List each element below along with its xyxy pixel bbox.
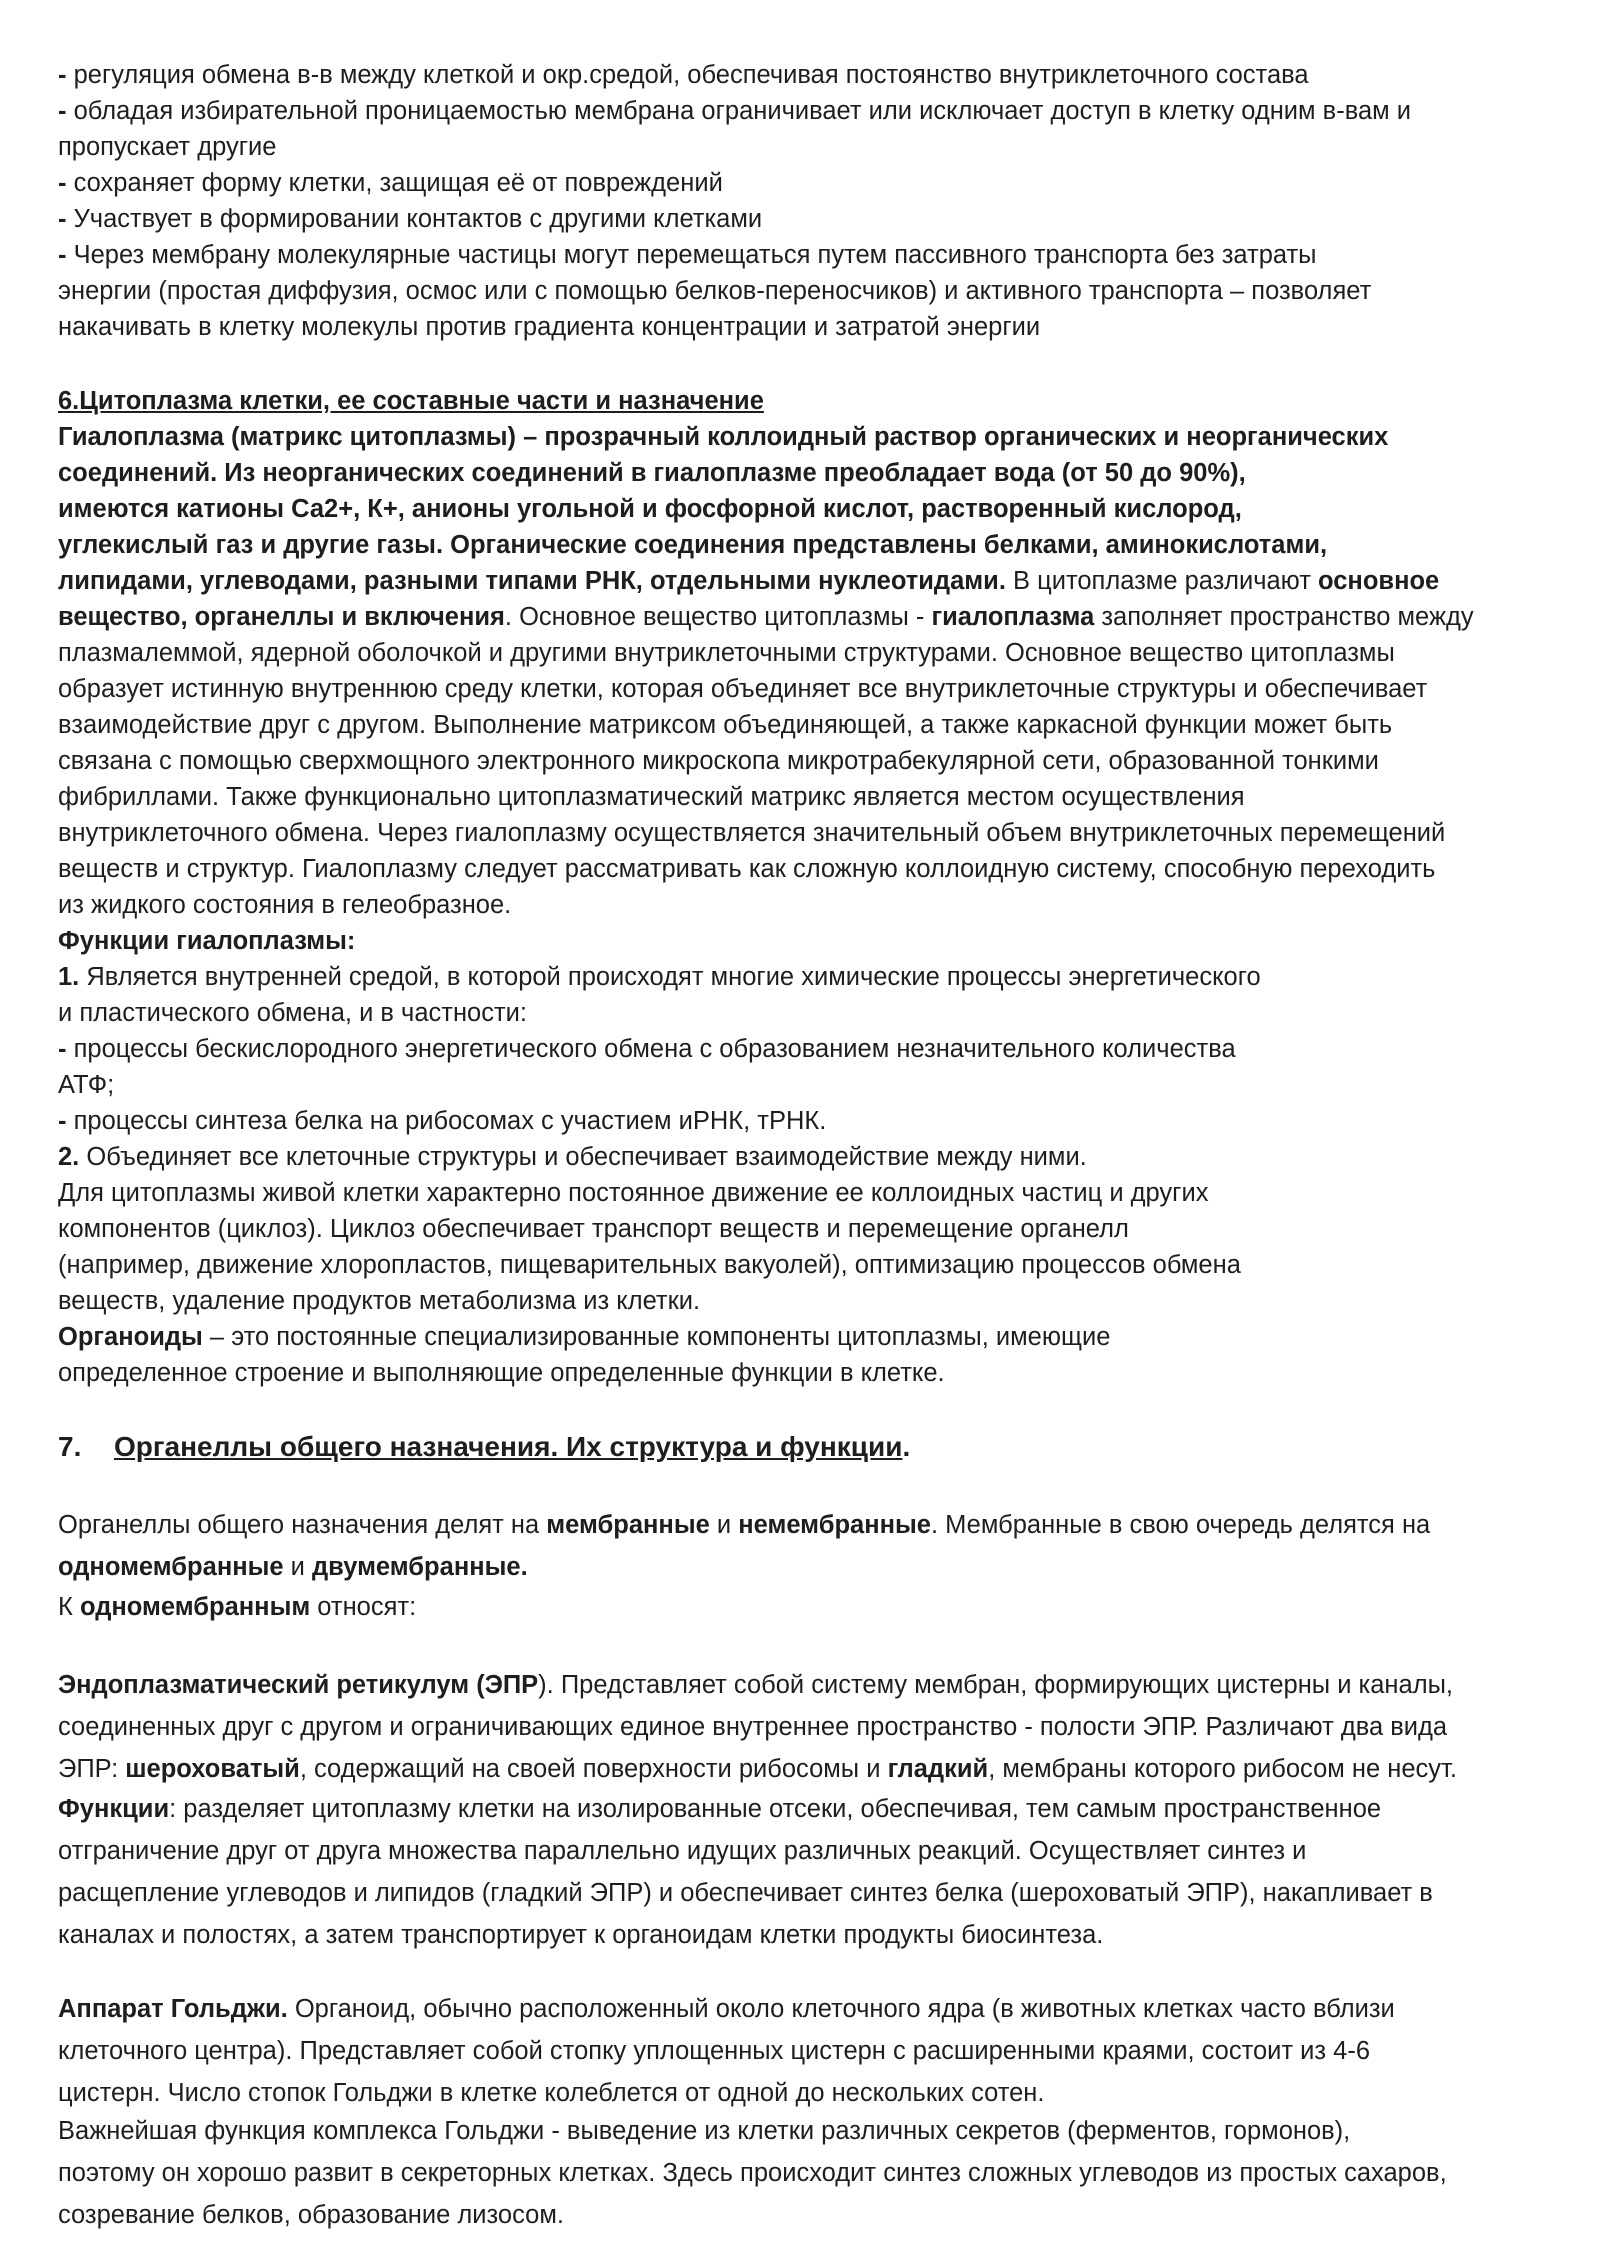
text-line xyxy=(58,1992,1395,2028)
body-text: Для цитоплазмы живой клетки характерно постоянное движение ее коллоидных частиц и других xyxy=(58,1179,1209,1207)
body-text: АТФ; xyxy=(58,1071,115,1099)
body-text: ЭПР: xyxy=(58,1755,126,1783)
bold-text: одномембранным xyxy=(79,1593,311,1621)
bold-text: мембранные xyxy=(546,1511,710,1539)
body-text: соединенных друг с другом и ограничивающих единое внутреннее пространство - полости ЭПР. Различают два вида xyxy=(58,1713,1448,1741)
text-line xyxy=(58,238,1317,274)
text-line xyxy=(58,1032,1236,1068)
body-text: и xyxy=(283,1553,312,1581)
body-text: каналах и полостях, а затем транспортирует к органоидам клетки продукты биосинтеза. xyxy=(58,1921,1104,1949)
body-text: сохраняет форму клетки, защищая её от повреждений xyxy=(73,169,723,197)
body-text: накачивать в клетку молекулы против градиента концентрации и затратой энергии xyxy=(58,313,1041,341)
text-line xyxy=(58,924,355,960)
text-line xyxy=(58,130,276,166)
text-line xyxy=(58,636,1395,672)
bold-text: шероховатый xyxy=(125,1755,300,1783)
bold-text: Органоиды xyxy=(58,1323,203,1351)
body-text: цистерн. Число стопок Гольджи в клетке колеблется от одной до нескольких сотен. xyxy=(58,2079,1045,2107)
body-text: и xyxy=(709,1511,739,1539)
text-line xyxy=(58,1104,826,1140)
bold-text: - xyxy=(58,1107,74,1135)
body-text: Участвует в формировании контактов с другими клетками xyxy=(73,205,763,233)
body-text: заполняет пространство между xyxy=(1094,603,1474,631)
body-text: Объединяет все клеточные структуры и обеспечивает взаимодействие между ними. xyxy=(79,1143,1087,1171)
body-text: Через мембрану молекулярные частицы могут перемещаться путем пассивного транспорта без затраты xyxy=(73,241,1317,269)
text-line xyxy=(58,1876,1433,1912)
text-line xyxy=(58,2034,1370,2070)
body-text: веществ, удаление продуктов метаболизма из клетки. xyxy=(58,1287,701,1315)
text-line xyxy=(58,1356,945,1392)
bold-text: немембранные xyxy=(738,1511,931,1539)
body-text: поэтому он хорошо развит в секреторных клетках. Здесь происходит синтез сложных углеводов из простых сахаров, xyxy=(58,2159,1447,2187)
body-text: . Мембранные в свою очередь делятся на xyxy=(930,1511,1431,1539)
bold-text: Гиалоплазма (матрикс цитоплазмы) – прозрачный коллоидный раствор органических и неорганических xyxy=(58,423,1389,451)
text-line xyxy=(58,1284,700,1320)
bold-text: гиалоплазма xyxy=(931,603,1095,631)
text-line xyxy=(58,1550,528,1586)
bold-text: - xyxy=(58,61,74,89)
body-text: – это постоянные специализированные компоненты цитоплазмы, имеющие xyxy=(202,1323,1111,1351)
text-line xyxy=(58,888,511,924)
bold-text: одномембранные xyxy=(58,1553,284,1581)
body-text: процессы бескислородного энергетического обмена с образованием незначительного количества xyxy=(73,1035,1236,1063)
body-text: связана с помощью сверхмощного электронного микроскопа микротрабекулярной сети, образованной тонкими xyxy=(58,747,1379,775)
body-text: Важнейшая функция комплекса Гольджи - выведение из клетки различных секретов (ферментов, гормонов), xyxy=(58,2117,1351,2145)
body-text: : разделяет цитоплазму клетки на изолированные отсеки, обеспечивая, тем самым пространственное xyxy=(169,1795,1382,1823)
bold-text: - xyxy=(58,1035,74,1063)
body-text: внутриклеточного обмена. Через гиалоплазму осуществляется значительный объем внутриклеточных перемещений xyxy=(58,819,1446,847)
text-line xyxy=(58,2114,1350,2150)
section-number: 7. xyxy=(58,1431,82,1462)
heading-trailing-punctuation: . xyxy=(902,1431,911,1462)
text-line xyxy=(58,274,1371,310)
bold-text: Органеллы общего назначения. Их структура и функции xyxy=(114,1431,903,1462)
text-line xyxy=(58,456,1246,492)
body-text: Органоид, обычно расположенный около клеточного ядра (в животных клетках часто вблизи xyxy=(287,1995,1395,2023)
body-text: образует истинную внутреннюю среду клетки, которая объединяет все внутриклеточные структуры и обеспечивает xyxy=(58,675,1428,703)
text-line xyxy=(58,2156,1447,2192)
body-text: (например, движение хлоропластов, пищеварительных вакуолей), оптимизацию процессов обмена xyxy=(58,1251,1241,1279)
bold-text: - xyxy=(58,169,74,197)
body-text: отграничение друг от друга множества параллельно идущих различных реакций. Осуществляет синтез и xyxy=(58,1837,1307,1865)
text-line xyxy=(58,2076,1044,2112)
body-text: процессы синтеза белка на рибосомах с участием иРНК, тРНК. xyxy=(73,1107,827,1135)
body-text: расщепление углеводов и липидов (гладкий ЭПР) и обеспечивает синтез белка (шероховатый ЭПР), накапливает в xyxy=(58,1879,1433,1907)
body-text: энергии (простая диффузия, осмос или с помощью белков-переносчиков) и активного транспорта – позволяет xyxy=(58,277,1372,305)
bold-text: имеются катионы Са2+, К+, анионы угольной и фосфорной кислот, растворенный кислород, xyxy=(58,495,1242,523)
body-text: определенное строение и выполняющие определенные функции в клетке. xyxy=(58,1359,945,1387)
text-line xyxy=(58,744,1379,780)
text-line xyxy=(58,600,1474,636)
body-text: , мембраны которого рибосом не несут. xyxy=(988,1755,1457,1783)
text-line xyxy=(58,1590,416,1626)
bold-text: 2. xyxy=(58,1143,80,1171)
text-line xyxy=(58,780,1245,816)
bold-text: Функции гиалоплазмы: xyxy=(58,927,356,955)
body-text: взаимодействие друг с другом. Выполнение матриксом объединяющей, а также каркасной функции может быть xyxy=(58,711,1393,739)
bold-text: 6.Цитоплазма клетки, ее составные части и назначение xyxy=(58,387,764,415)
bold-text: гладкий xyxy=(887,1755,989,1783)
text-line xyxy=(58,58,1309,94)
body-text: компонентов (циклоз). Циклоз обеспечивает транспорт веществ и перемещение органелл xyxy=(58,1215,1129,1243)
body-text: относят: xyxy=(310,1593,417,1621)
body-text: регуляция обмена в-в между клеткой и окр.средой, обеспечивая постоянство внутриклеточного состава xyxy=(73,61,1309,89)
text-line xyxy=(58,816,1445,852)
body-text: Является внутренней средой, в которой происходят многие химические процессы энергетического xyxy=(79,963,1261,991)
bold-text: Эндоплазматический ретикулум (ЭПР xyxy=(58,1671,539,1699)
text-line xyxy=(58,960,1261,996)
text-line xyxy=(58,2198,564,2234)
text-line xyxy=(58,420,1388,456)
body-text: плазмалеммой, ядерной оболочкой и другими внутриклеточными структурами. Основное вещество цитоплазмы xyxy=(58,639,1395,667)
text-line xyxy=(58,1068,114,1104)
text-line xyxy=(58,1710,1447,1746)
text-line xyxy=(58,202,762,238)
body-text: клеточного центра). Представляет собой стопку уплощенных цистерн с расширенными краями, состоит из 4-6 xyxy=(58,2037,1371,2065)
text-line xyxy=(58,310,1040,346)
body-text: из жидкого состояния в гелеобразное. xyxy=(58,891,512,919)
text-line xyxy=(58,1668,1453,1704)
text-line xyxy=(58,564,1439,600)
body-text: В цитоплазме различают xyxy=(1005,567,1318,595)
body-text: и пластического обмена, и в частности: xyxy=(58,999,527,1027)
text-line xyxy=(58,528,1327,564)
text-line xyxy=(58,1320,1110,1356)
section-heading xyxy=(58,384,764,420)
bold-text: - xyxy=(58,241,74,269)
body-text: веществ и структур. Гиалоплазму следует рассматривать как сложную коллоидную систему, способную переходить xyxy=(58,855,1436,883)
text-line xyxy=(58,1834,1306,1870)
bold-text: Аппарат Гольджи. xyxy=(58,1995,288,2023)
body-text: , содержащий на своей поверхности рибосомы и xyxy=(299,1755,888,1783)
body-text: ). Представляет собой систему мембран, формирующих цистерны и каналы, xyxy=(538,1671,1453,1699)
text-line xyxy=(58,1792,1381,1828)
text-line xyxy=(58,1918,1103,1954)
body-text: К xyxy=(58,1593,80,1621)
body-text: пропускает другие xyxy=(58,133,277,161)
bold-text: - xyxy=(58,97,74,125)
text-line xyxy=(58,1140,1087,1176)
bold-text: 1. xyxy=(58,963,80,991)
body-text: созревание белков, образование лизосом. xyxy=(58,2201,564,2229)
bold-text: основное xyxy=(1318,567,1440,595)
bold-text: вещество, органеллы и включения xyxy=(58,603,505,631)
section-heading xyxy=(58,1430,910,1466)
bold-text: двумембранные. xyxy=(312,1553,528,1581)
bold-text: - xyxy=(58,205,74,233)
text-line xyxy=(58,1176,1208,1212)
bold-text: Функции xyxy=(58,1795,170,1823)
body-text: фибриллами. Также функционально цитоплазматический матрикс является местом осуществления xyxy=(58,783,1245,811)
text-line xyxy=(58,672,1427,708)
text-line xyxy=(58,1248,1241,1284)
text-line xyxy=(58,996,527,1032)
text-line xyxy=(58,852,1435,888)
text-line xyxy=(58,492,1242,528)
text-line xyxy=(58,1508,1430,1544)
text-line xyxy=(58,1752,1457,1788)
bold-text: углекислый газ и другие газы. Органические соединения представлены белками, аминокислотами, xyxy=(58,531,1328,559)
bold-text: соединений. Из неорганических соединений в гиалоплазме преобладает вода (от 50 до 90%), xyxy=(58,459,1246,487)
text-line xyxy=(58,708,1392,744)
text-line xyxy=(58,166,723,202)
body-text: . Основное вещество цитоплазмы - xyxy=(504,603,932,631)
body-text: Органеллы общего назначения делят на xyxy=(58,1511,547,1539)
bold-text: липидами, углеводами, разными типами РНК, отдельными нуклеотидами. xyxy=(58,567,1006,595)
text-line xyxy=(58,94,1411,130)
body-text: обладая избирательной проницаемостью мембрана ограничивает или исключает доступ в клетку одним в-вам и xyxy=(73,97,1411,125)
text-line xyxy=(58,1212,1129,1248)
